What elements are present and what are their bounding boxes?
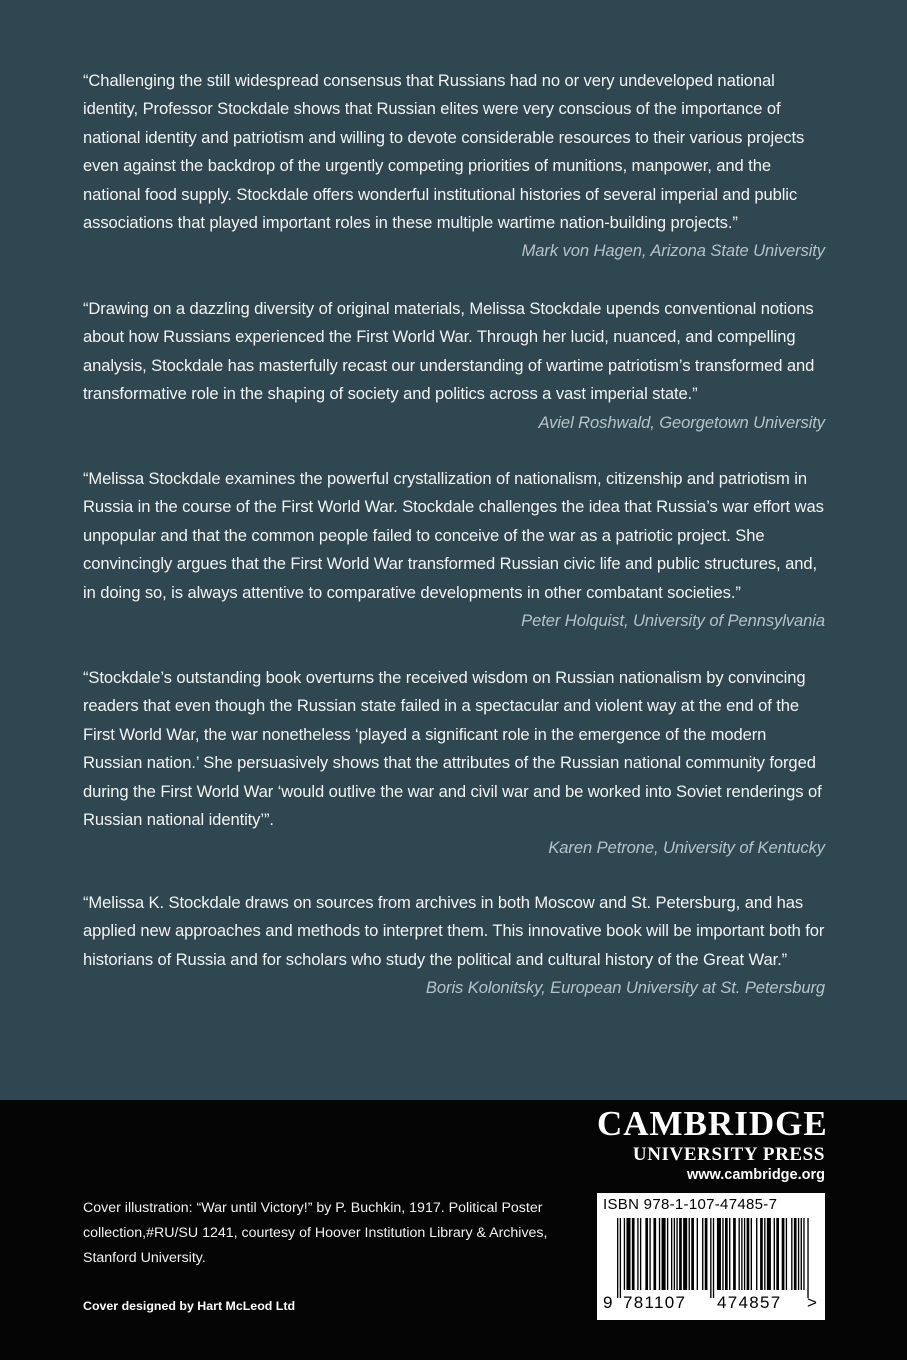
barcode-bar xyxy=(713,1218,714,1298)
barcode-bar xyxy=(733,1218,736,1290)
quote-attribution: Boris Kolonitsky, European University at St. Petersburg xyxy=(425,978,825,998)
quote-text: “Melissa Stockdale examines the powerful crystallization of nationalism, citizenship and patriotism in Russia in the course of the First World War. Stockdale challenges the idea that Russia’s war effort was unpopular and that the common people failed to conceive of the war as a patriotic project. She convincingly argues that the First World War transformed Russian civic life and public structures, and, in doing so, is always attentive to comparative developments in other combatant societies.” xyxy=(83,469,824,602)
barcode-bar xyxy=(764,1218,765,1290)
barcode-bar xyxy=(662,1218,666,1290)
barcode-bar xyxy=(803,1218,804,1290)
cover-designer-credit: Cover designed by Hart McLeod Ltd xyxy=(83,1299,296,1313)
barcode-bar xyxy=(671,1218,672,1290)
publisher-url: www.cambridge.org xyxy=(686,1167,825,1183)
barcode-bar xyxy=(691,1218,694,1290)
barcode-bar xyxy=(776,1218,779,1290)
isbn-barcode xyxy=(597,1193,825,1320)
barcode-bar xyxy=(674,1218,675,1290)
endorsement-quote-3 xyxy=(83,465,825,635)
barcode-bar xyxy=(689,1218,690,1290)
quote-text: “Drawing on a dazzling diversity of original materials, Melissa Stockdale upends conventional notions about how Russians experienced the First World War. Through her lucid, nuanced, and compelling analysis, Stockdale has masterfully recast our understanding of wartime patriotism’s transformed and transformative role in the shaping of society and politics across a vast imperial state.” xyxy=(83,299,815,404)
barcode-bar xyxy=(725,1218,728,1290)
barcode-bar xyxy=(679,1218,682,1290)
barcode-bar xyxy=(676,1218,677,1290)
publisher-logo xyxy=(597,1104,828,1166)
endorsement-quote-1 xyxy=(83,67,825,266)
barcode-bar xyxy=(782,1218,785,1290)
barcode-bar xyxy=(760,1218,763,1290)
quote-attribution: Aviel Roshwald, Georgetown University xyxy=(538,412,825,432)
barcode-bar xyxy=(705,1218,708,1290)
barcode-bar xyxy=(620,1218,621,1298)
barcode-bar xyxy=(637,1218,638,1290)
barcode-bar xyxy=(722,1218,723,1290)
barcode-bar xyxy=(774,1218,775,1290)
endorsement-quote-5 xyxy=(83,889,825,1003)
publisher-name: CAMBRIDGE xyxy=(597,1104,828,1143)
quote-text: “Stockdale’s outstanding book overturns the received wisdom on Russian nationalism by convincing readers that even though the Russian state failed in a spectacular and violent way at the end of the First World War, the war nonetheless ‘played a significant role in the emergence of the modern Russian nation.’ She persuasively shows that the attributes of the Russian national community forged during the First World War ‘would outlive the war and civil war and be worked into Soviet renderings of Russian national identity’”. xyxy=(83,668,822,830)
barcode-bar xyxy=(794,1218,797,1290)
barcode-arrow: > xyxy=(807,1293,819,1312)
cover-illustration-credit: Cover illustration: “War until Victory!” by P. Buchkin, 1917. Political Poster collection,#RU/SU 1241, courtesy of Hoover Institution Library & Archives, Stanford University. xyxy=(83,1200,548,1266)
barcode-bar xyxy=(751,1218,752,1290)
barcode-right-group: 474857 xyxy=(717,1293,782,1312)
endorsement-quote-4 xyxy=(83,664,825,863)
barcode-bar xyxy=(729,1218,730,1290)
barcode-bar xyxy=(667,1218,668,1290)
barcode-bar xyxy=(653,1218,656,1290)
barcode-bar xyxy=(807,1218,808,1298)
barcode-bar xyxy=(702,1218,703,1290)
barcode-bar xyxy=(649,1218,650,1290)
barcode-bar xyxy=(717,1218,721,1290)
endorsement-quote-2 xyxy=(83,295,825,437)
barcode-first-digit: 9 xyxy=(603,1293,614,1312)
barcode-bar xyxy=(747,1218,750,1290)
barcode-bar xyxy=(801,1218,802,1290)
quote-text: “Challenging the still widespread consensus that Russians had no or very undeveloped national identity, Professor Stockdale shows that Russian elites were very conscious of the importance of national identity and patriotism and willing to devote considerable resources to their various projects even against the backdrop of the urgently competing priorities of munitions, manpower, and the national food supply. Stockdale offers wonderful institutional histories of several imperial and public associations that played important roles in these multiple wartime nation-building projects.” xyxy=(83,71,805,233)
quote-text: “Melissa K. Stockdale draws on sources from archives in both Moscow and St. Petersburg, and has applied new approaches and methods to interpret them. This innovative book will be important both for historians of Russia and for scholars who study the political and cultural history of the Great War.” xyxy=(83,893,825,969)
barcode-bar xyxy=(756,1218,757,1290)
barcode-left-group: 781107 xyxy=(623,1293,687,1312)
barcode-bar xyxy=(767,1218,771,1290)
barcode-bars xyxy=(603,1218,819,1298)
quote-attribution: Karen Petrone, University of Kentucky xyxy=(548,838,825,858)
barcode-bar xyxy=(697,1218,698,1290)
barcode-bar xyxy=(786,1218,787,1290)
barcode-bar xyxy=(798,1218,799,1290)
barcode-bar xyxy=(741,1218,742,1290)
barcode-bar xyxy=(626,1218,630,1290)
barcode-bar xyxy=(659,1218,660,1290)
isbn-number: ISBN 978-1-107-47485-7 xyxy=(603,1196,778,1213)
barcode-bar xyxy=(624,1218,625,1290)
quote-attribution: Mark von Hagen, Arizona State University xyxy=(521,241,825,261)
barcode-bar xyxy=(744,1218,745,1290)
publisher-subname: UNIVERSITY PRESS xyxy=(632,1144,825,1165)
barcode-bar xyxy=(710,1218,711,1298)
barcode-bar xyxy=(683,1218,687,1290)
barcode-bar xyxy=(645,1218,648,1290)
quote-attribution: Peter Holquist, University of Pennsylvania xyxy=(521,611,825,631)
barcode-bar xyxy=(791,1218,792,1290)
barcode-bar xyxy=(739,1218,740,1290)
barcode-bar xyxy=(617,1218,618,1298)
barcode-digits xyxy=(597,1293,825,1317)
barcode-bar xyxy=(640,1218,641,1290)
barcode-bar xyxy=(632,1218,635,1290)
